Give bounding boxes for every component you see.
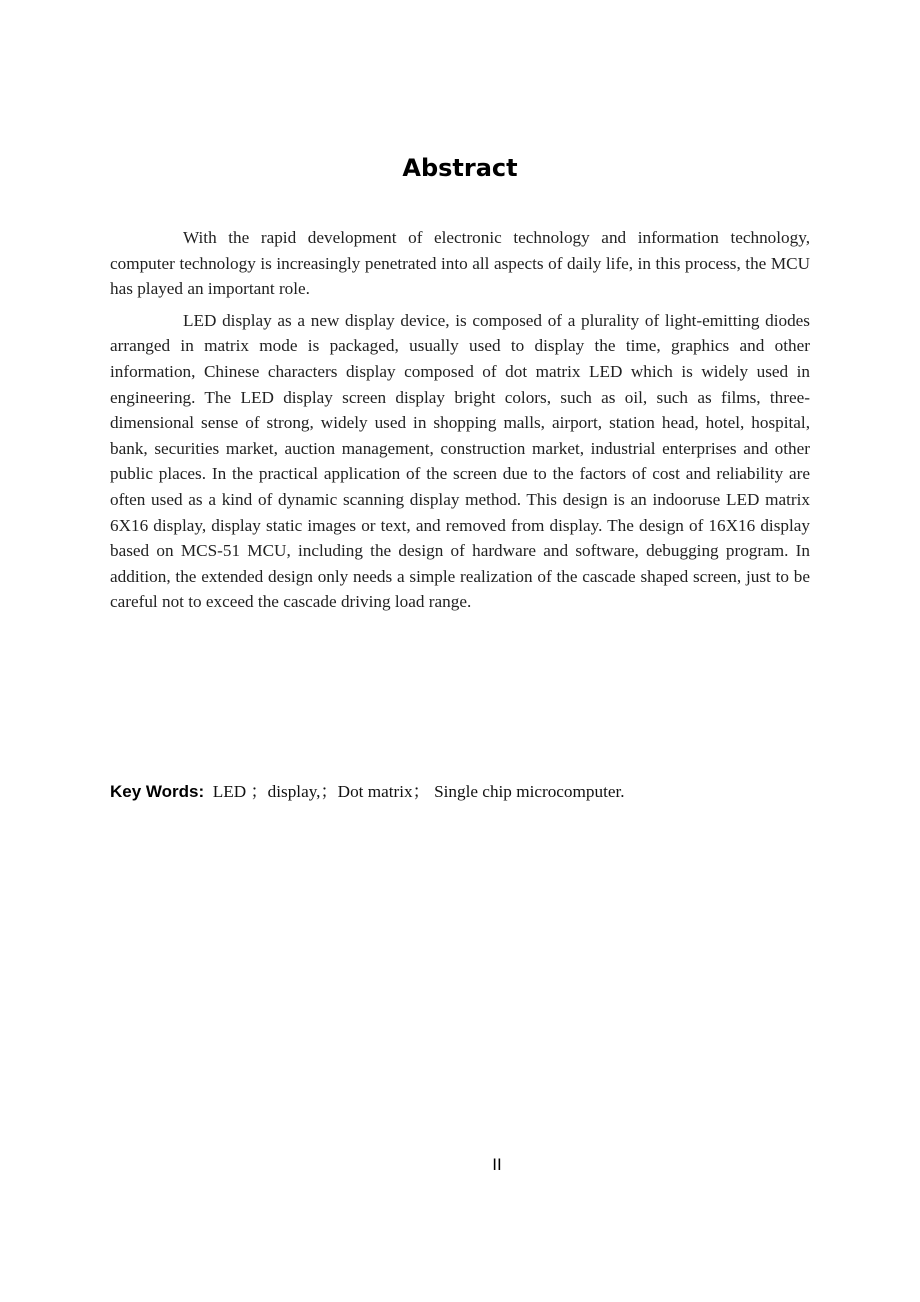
abstract-title: Abstract [402,154,518,182]
abstract-body [110,225,810,621]
keywords-line [110,779,810,805]
keywords-label: Key Words: [110,782,205,801]
keywords-text: LED ；display,；Dot matrix； Single chip microcomputer. [212,782,625,801]
page-number: II [492,1155,502,1174]
abstract-paragraph-1: With the rapid development of electronic technology and information technology, computer technology is increasingly penetrated into all aspects of daily life, in this process, the MCU has played an important role. [110,228,810,299]
abstract-paragraph-2: LED display as a new display device, is composed of a plurality of light-emitting diodes arranged in matrix mode is packaged, usually used to display the time, graphics and other information, Chinese characters display composed of dot matrix LED which is widely used in engineering. The LED display screen display bright colors, such as oil, such as films, three-dimensional sense of strong, widely used in shopping malls, airport, station head, hotel, hospital, bank, securities market, auction management, construction market, industrial enterprises and other public places. In the practical application of the screen due to the factors of cost and reliability are often used as a kind of dynamic scanning display method. This design is an indooruse LED matrix 6X16 display, display static images or text, and removed from display. The design of 16X16 display based on MCS-51 MCU, including the design of hardware and software, debugging program. In addition, the extended design only needs a simple realization of the cascade shaped screen, just to be careful not to exceed the cascade driving load range. [110,310,810,612]
